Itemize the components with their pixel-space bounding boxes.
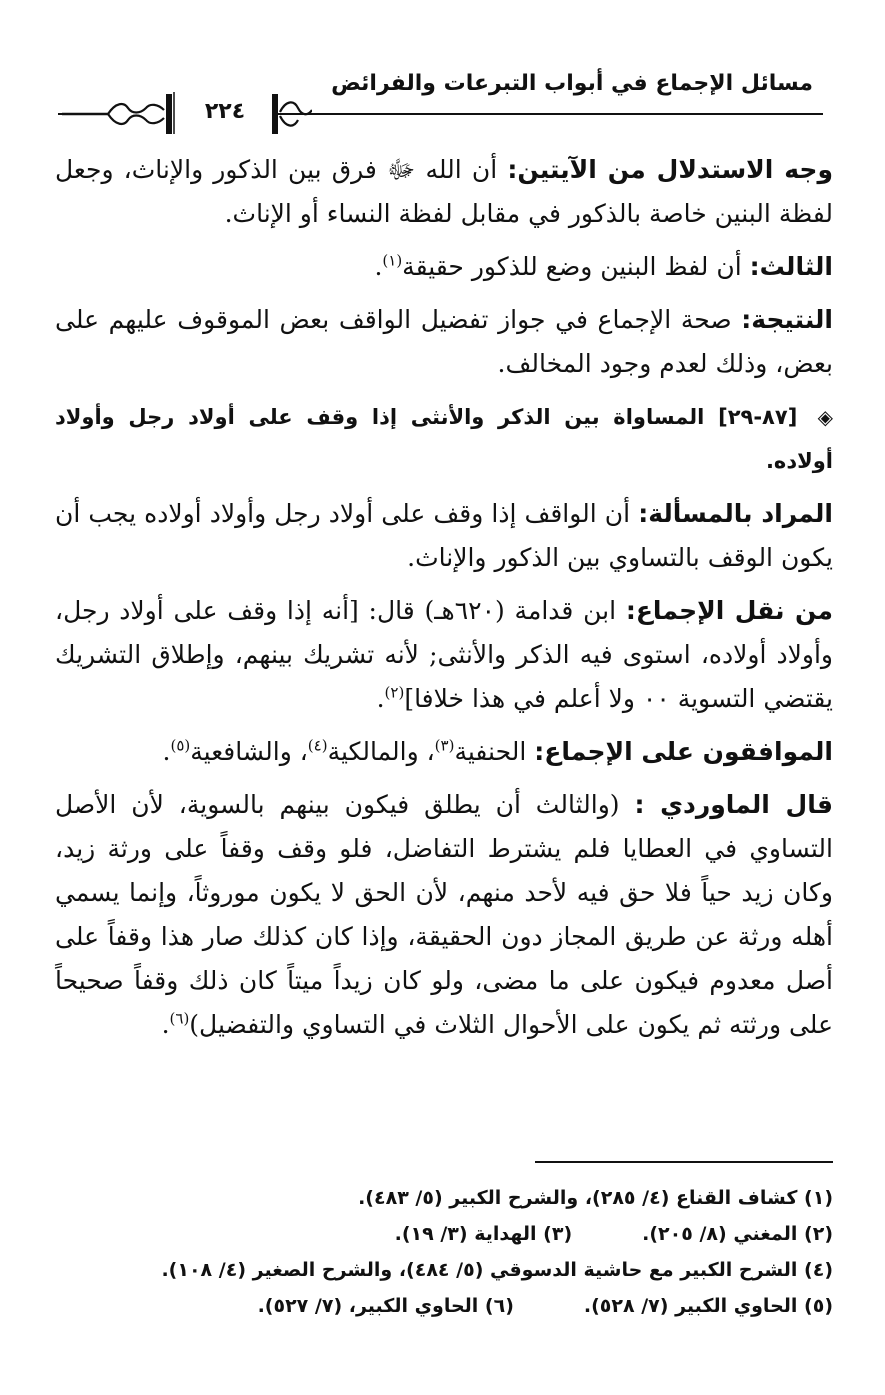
paragraph-transmitters	[55, 589, 833, 721]
body-text	[55, 148, 833, 1056]
paragraph-text: ابن قدامة (٦٢٠هـ) قال: [أنه إذا وقف على أولاد رجل، وأولاد أولاده، استوى فيه الذكر والأنثى; لأنه تشريك بينهم، وإطلاق التشريك يقتضي التسوية ٠٠ ولا أعلم في هذا خلافا]	[55, 596, 833, 713]
paragraph-meaning	[55, 492, 833, 580]
footnote-row	[55, 1216, 833, 1252]
paragraph-text: أن الله ﷻ فرق بين الذكور والإناث، وجعل لفظة البنين خاصة بالذكور في مقابل لفظة النساء أو الإناث.	[55, 155, 833, 228]
footnote-ref: (٦)	[169, 1009, 190, 1028]
paragraph-lead: الموافقون على الإجماع:	[534, 737, 833, 766]
footnotes	[55, 1180, 833, 1324]
paragraph-agreeing	[55, 730, 833, 774]
footnote: (١) كشاف القناع (٤/ ٢٨٥)، والشرح الكبير (٥/ ٤٨٣).	[358, 1187, 833, 1209]
period: .	[374, 252, 383, 281]
paragraph-mawardi	[55, 783, 833, 1047]
footnote: (٤) الشرح الكبير مع حاشية الدسوقي (٥/ ٤٨٤)، والشرح الصغير (٤/ ١٠٨).	[161, 1259, 833, 1281]
footnote-ref: (٥)	[170, 736, 191, 755]
school-name: الحنفية	[454, 737, 527, 766]
paragraph-lead: قال الماوردي :	[634, 790, 833, 819]
footnote: (٣) الهداية (٣/ ١٩).	[394, 1223, 573, 1245]
paragraph-lead: النتيجة:	[741, 305, 833, 334]
footnote: (٢) المغني (٨/ ٢٠٥).	[642, 1223, 833, 1245]
footnote-ref: (٣)	[434, 736, 455, 755]
paragraph-lead: المراد بالمسألة:	[638, 499, 834, 528]
ornament-right-icon	[272, 88, 312, 136]
page-number: ٢٢٤	[175, 94, 275, 130]
paragraph-inference	[55, 148, 833, 236]
paragraph-text: أن لفظ البنين وضع للذكور حقيقة	[402, 252, 742, 281]
paragraph-result	[55, 298, 833, 386]
school-name: ، والشافعية	[190, 737, 308, 766]
paragraph-text: أن الواقف إذا وقف على أولاد رجل وأولاد أولاده يجب أن يكون الوقف بالتساوي بين الذكور والإناث.	[55, 499, 833, 572]
paragraph-text: (والثالث أن يطلق فيكون بينهم بالسوية، لأن الأصل التساوي في العطايا فلم يشترط التفاضل، فلو وقف وقفاً على ورثة زيد، وكان زيد حياً فلا حق فيه لأحد منهم، لأن الحق لا يكون موروثاً، وإنما يسمي أهله ورثة عن طريق المجاز دون الحقيقة، وإذا كان كذلك صار هذا وقفاً على أصل معدوم فيكون على ما مضى، ولو كان زيداً ميتاً كان ذلك وقفاً صحيحاً على ورثته ثم يكون على الأحوال الثلاث في التساوي والتفضيل)	[55, 790, 834, 1039]
footnote-ref: (١)	[382, 251, 403, 270]
footnote-ref: (٤)	[307, 736, 328, 755]
period: .	[162, 737, 171, 766]
footnote-ref: (٢)	[384, 683, 405, 702]
page-number-ornament	[62, 88, 262, 136]
paragraph-lead: من نقل الإجماع:	[625, 596, 834, 625]
running-title: مسائل الإجماع في أبواب التبرعات والفرائض	[331, 71, 813, 96]
footnote-rule	[535, 1161, 833, 1163]
paragraph-lead: الثالث:	[749, 252, 833, 281]
footnote-row	[55, 1288, 833, 1324]
issue-heading-text: [٨٧-٢٩] المساواة بين الذكر والأنثى إذا وقف على أولاد رجل وأولاد أولاده.	[55, 405, 833, 473]
paragraph-lead: وجه الاستدلال من الآيتين:	[507, 155, 833, 184]
paragraph-text: صحة الإجماع في جواز تفضيل الواقف بعض الموقوف عليهم على بعض، وذلك لعدم وجود المخالف.	[55, 305, 833, 378]
paragraph-third	[55, 245, 833, 289]
school-name: ، والمالكية	[327, 737, 435, 766]
footnote: (٥) الحاوي الكبير (٧/ ٥٢٨).	[583, 1295, 833, 1317]
period: .	[376, 684, 385, 713]
diamond-icon: ◈	[817, 405, 834, 429]
footnote: (٦) الحاوي الكبير، (٧/ ٥٢٧).	[257, 1295, 514, 1317]
issue-heading	[55, 395, 833, 483]
period: .	[161, 1010, 170, 1039]
